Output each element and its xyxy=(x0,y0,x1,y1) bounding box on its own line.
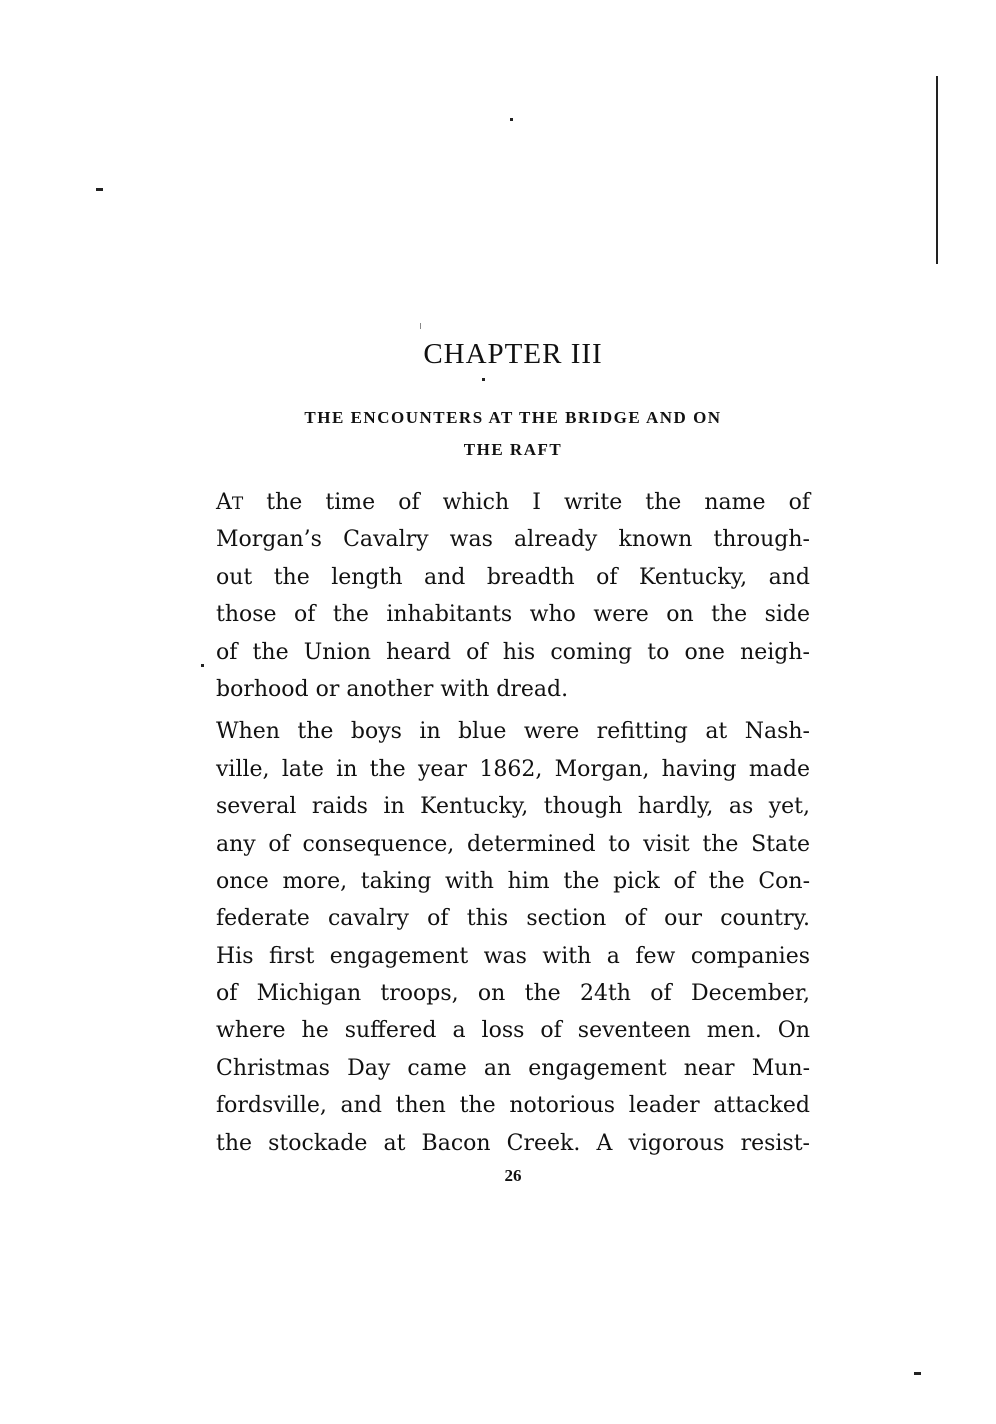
text-line-content: the time of which I write the name of xyxy=(243,490,810,515)
page-number: 26 xyxy=(504,1166,522,1185)
text-line: federate cavalry of this section of our country. xyxy=(216,906,810,932)
text-line: When the boys in blue were refitting at Nash- xyxy=(216,719,810,745)
text-line: once more, taking with him the pick of the Con- xyxy=(216,868,810,894)
text-line: of Michigan troops, on the 24th of December, xyxy=(216,981,810,1007)
text-line xyxy=(216,484,810,521)
chapter-subtitle-line: THE ENCOUNTERS AT THE BRIDGE AND ON xyxy=(304,408,722,427)
scan-speck xyxy=(420,323,421,329)
text-line: any of consequence, determined to visit the State xyxy=(216,831,810,857)
text-line: the stockade at Bacon Creek. A vigorous resist- xyxy=(216,1130,810,1156)
chapter-body xyxy=(216,484,810,1162)
text-line: His first engagement was with a few companies xyxy=(216,943,810,969)
drop-word-rest: T xyxy=(231,494,244,514)
text-line: borhood or another with dread. xyxy=(216,676,569,702)
text-line: ville, late in the year 1862, Morgan, having made xyxy=(216,756,810,782)
text-line: those of the inhabitants who were on the side xyxy=(216,602,810,628)
text-line: Morgan’s Cavalry was already known through- xyxy=(216,527,810,553)
text-line: out the length and breadth of Kentucky, and xyxy=(216,564,810,590)
scan-speck xyxy=(201,664,204,667)
drop-word-cap: A xyxy=(216,490,232,515)
text-line: where he suffered a loss of seventeen men. On xyxy=(216,1018,810,1044)
scan-edge-mark xyxy=(936,76,938,264)
scan-speck xyxy=(914,1372,921,1375)
chapter-subtitle xyxy=(230,402,796,466)
scan-speck xyxy=(96,188,103,191)
scan-speck xyxy=(510,118,513,121)
scan-speck xyxy=(482,378,485,381)
text-line: of the Union heard of his coming to one neigh- xyxy=(216,639,810,665)
chapter-subtitle-line: THE RAFT xyxy=(463,440,563,459)
text-line: several raids in Kentucky, though hardly, as yet, xyxy=(216,794,810,820)
chapter-title: CHAPTER III xyxy=(423,338,603,370)
text-line: fordsville, and then the notorious leader attacked xyxy=(216,1093,810,1119)
text-line: Christmas Day came an engagement near Mun- xyxy=(216,1055,810,1081)
